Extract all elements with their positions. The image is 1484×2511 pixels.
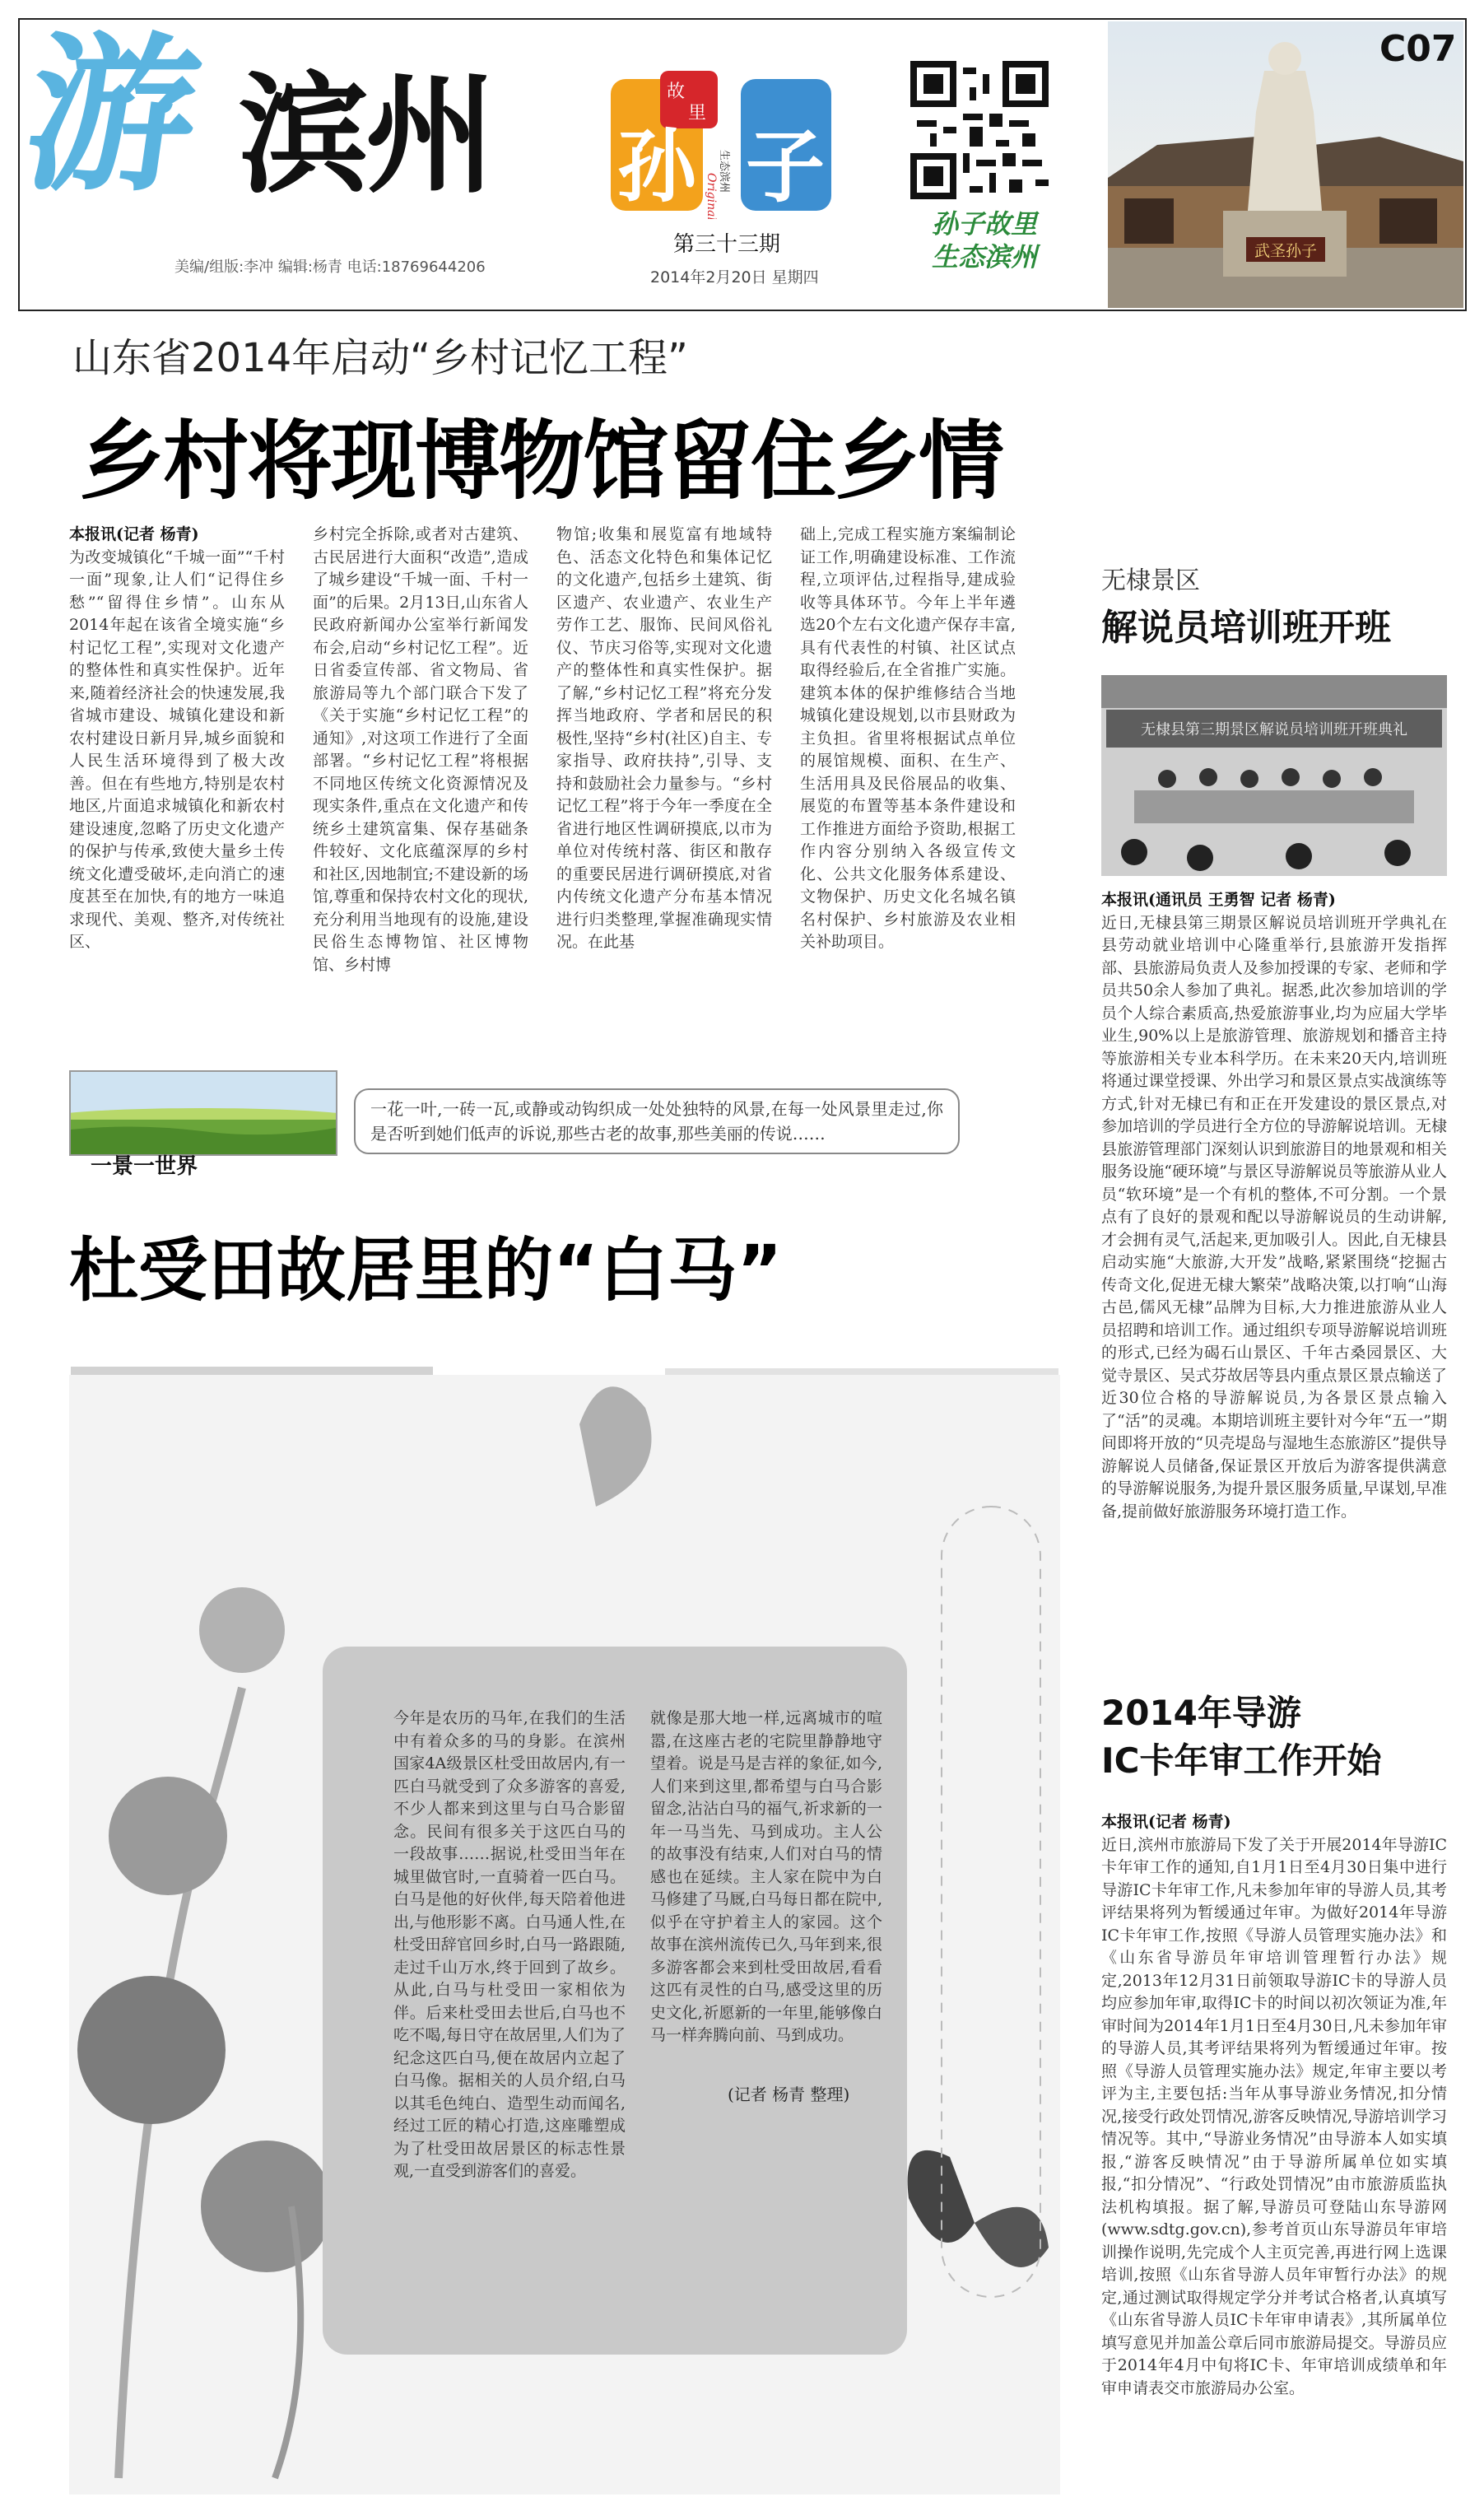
lead-column-2 xyxy=(313,524,528,1008)
side2-headline xyxy=(1101,1689,1381,1785)
section-title-char: 游 xyxy=(14,16,204,214)
lead-column-3 xyxy=(556,524,772,1008)
lead-col4-text: 础上,完成工程实施方案编制论证工作,明确建设标准、工作流程,立项评估,过程指导,建成验收等具体环节。今年上半年遴选20个左右文化遗产保存丰富,具有代表性的村镇、社区试点取得经验后,在全省推广实施。建筑本体的保护维修结合当地城镇化建设规划,以市县财政为主负担。省里将根据试点单位的展馆规模、面积、在生产、生活用具及民俗展品的收集、展览的布置等基本条件建设和工作推进方面给予资助,根据工作内容分别纳入各级宣传文化、公共文化服务体系建设、文物保护、历史文化名城名镇名村保护、乡村旅游及农业相关补助项目。 xyxy=(800,525,1016,951)
side1-kicker: 无棣景区 xyxy=(1101,566,1200,595)
story-credit: (记者 杨青 整理) xyxy=(728,2085,850,2104)
photo-banner-text: 无棣县第三期景区解说员培训班开班典礼 xyxy=(1141,721,1407,738)
logo-char-sun: 孙 xyxy=(617,121,696,213)
statue-plaque: 武圣孙子 xyxy=(1254,242,1318,260)
slogan xyxy=(902,207,1067,273)
logo-char-zi: 子 xyxy=(746,121,825,213)
lead-byline: 本报讯(记者 杨青) xyxy=(69,525,199,543)
lead-column-4 xyxy=(800,524,1016,1008)
decor-flower-2 xyxy=(77,1976,226,2124)
story-column-1 xyxy=(393,1707,626,2333)
scenery-banner xyxy=(69,1070,337,1156)
decor-flower-1 xyxy=(109,1777,227,1895)
side2-body xyxy=(1101,1811,1447,2499)
side2-text: 近日,滨州市旅游局下发了关于开展2014年导游IC卡年审工作的通知,自1月1日至4月30日集中进行导游IC卡年审工作,凡未参加年审的导游人员,其考评结果将列为暂缓通过年审。为做好2014年导游IC卡年审工作,按照《导游人员管理实施办法》和《山东省导游员年审培训管理暂行办法》规定,2013年12月31日前领取导游IC卡的导游人员均应参加年审,取得IC卡的时间以初次领证为准,年审时间为2014年1月1日至4月30日,凡未参加年审的导游人员,其考评结果将列为暂缓通过年审。按照《导游人员管理实施办法》规定,年审主要以考评为主,主要包括:当年从事导游业务情况,扣分情况,接受行政处罚情况,游客反映情况,导游培训学习情况等。其中,“导游业务情况”由导游本人如实填报,“游客反映情况”由于导游所属单位如实填报,“扣分情况”、“行政处罚情况”由市旅游质监执法机构填报。据了解,导游员可登陆山东导游网(www.sdtg.gov.cn),参考首页山东导游员年审培训操作说明,先完成个人主页完善,再进行网上选课培训,按照《山东省导游人员年审暂行办法》的规定,通过测试取得规定学分并考试合格者,认真填写《山东省导游人员IC卡年审申请表》,其所属单位填写意见并加盖公章后同市旅游局提交。导游员应于2014年4月中旬将IC卡、年审培训成绩单和年审申请表交市旅游局办公室。 xyxy=(1101,1835,1447,2397)
lead-column-1 xyxy=(69,524,285,1008)
sunzi-hometown-logo xyxy=(611,71,833,219)
issue-number: 第三十三期 xyxy=(673,232,781,257)
lead-kicker: 山东省2014年启动“乡村记忆工程” xyxy=(72,335,688,381)
lead-col3-text: 物馆;收集和展览富有地域特色、活态文化特色和集体记忆的文化遗产,包括乡土建筑、街区遗产、农业遗产、农业生产劳作工艺、服饰、民间风俗礼仪、节庆习俗等,实现对文化遗产的整体性和真实性保护。据了解,“乡村记忆工程”将充分发挥当地政府、学者和居民的积极性,坚持“乡村(社区)自主、专家指导、政府扶持”,引导、支持和鼓励社会力量参与。“乡村记忆工程”将于今年一季度在全省进行地区性调研摸底,以市为单位对传统村落、街区和散存的重要民居进行调研摸底,对省内传统文化遗产分布基本情况进行归类整理,掌握准确现实情况。在此基 xyxy=(556,525,772,951)
lead-col1-text: 为改变城镇化“千城一面”“千村一面”现象,让人们“记得住乡愁”“留得住乡情”。山东从2014年起在该省全境实施“乡村记忆工程”,实现对文化遗产的整体性和真实性保护。近年来,随着经济社会的快速发展,我省城市建设、城镇化建设和新农村建设日新月异,城乡面貌和人民生活环境得到了极大改善。但在有些地方,特别是农村地区,片面追求城镇化和新农村建设速度,忽略了历史文化遗产的保护与传承,致使大量乡土传统文化遭受破坏,走向消亡的速度甚至在加快,有的地方一味追求现代、美观、整齐,对传统社区、 xyxy=(69,547,285,951)
side2-headline-line-2: IC卡年审工作开始 xyxy=(1101,1740,1382,1781)
logo-small-1b: 里 xyxy=(688,103,707,123)
side1-body xyxy=(1101,889,1447,1670)
lead-headline: 乡村将现博物馆留住乡情 xyxy=(79,411,1003,511)
logo-small-1: 故 xyxy=(667,82,686,102)
decor-butterfly-1 xyxy=(579,1386,652,1507)
city-title: 滨州 xyxy=(239,60,492,212)
slogan-line-1: 孙子故里 xyxy=(931,208,1037,240)
scenery-label: 一景一世界 xyxy=(91,1154,198,1179)
story-column-2 xyxy=(650,1707,882,2070)
qr-code[interactable] xyxy=(910,61,1049,199)
side1-byline: 本报讯(通讯员 王勇智 记者 杨青) xyxy=(1101,891,1336,909)
story-col1-text: 今年是农历的马年,在我们的生活中有着众多的马的身影。在滨州国家4A级景区杜受田故居内,有一匹白马就受到了众多游客的喜爱,不少人都来到这里与白马合影留念。民间有很多关于这匹白马的一段故事……据说,杜受田当年在城里做官时,一直骑着一匹白马。白马是他的好伙伴,每天陪着他进出,与他形影不离。白马通人性,在杜受田辞官回乡时,白马一路跟随,走过千山万水,终于回到了故乡。从此,白马与杜受田一家相依为伴。后来杜受田去世后,白马也不吃不喝,每日守在故居里,人们为了纪念这匹白马,便在故居内立起了白马像。据相关的人员介绍,白马以其毛色纯白、造型生动而闻名,经过工匠的精心打造,这座雕塑成为了杜受田故居景区的标志性景观,一直受到游客们的喜爱。 xyxy=(393,1709,626,2180)
editor-credits: 美编/组版:李冲 编辑:杨青 电话:18769644206 xyxy=(174,259,486,276)
story-col2-text: 就像是那大地一样,远离城市的喧嚣,在这座古老的宅院里静静地守望着。说是马是吉祥的象征,如今,人们来到这里,都希望与白马合影留念,沾沾白马的福气,祈求新的一年一马当先、马到成功。主人公的故事没有结束,人们对白马的情感也在延续。主人家在院中为白马修建了马厩,白马每日都在院中,似乎在守护着主人的家园。这个故事在滨州流传已久,马年到来,很多游客都会来到杜受田故居,看看这匹有灵性的白马,感受这里的历史文化,祈愿新的一年里,能够像白马一样奔腾向前、马到成功。 xyxy=(650,1709,882,2044)
side1-headline: 解说员培训班开班 xyxy=(1101,607,1391,649)
logo-graphic xyxy=(611,71,833,219)
logo-small-2: 生态滨州 xyxy=(718,150,730,193)
lead-col2-text: 乡村完全拆除,或者对古建筑、古民居进行大面积“改造”,造成了城乡建设“千城一面、千村一面”的后果。2月13日,山东省人民政府新闻办公室举行新闻发布会,启动“乡村记忆工程”。近日省委宣传部、省文物局、省旅游局等九个部门联合下发了《关于实施“乡村记忆工程”的通知》,对这项工作进行了全面部署。“乡村记忆工程”将根据不同地区传统文化资源情况及现实条件,重点在文化遗产和传统乡土建筑富集、保存基础条件较好、文化底蕴深厚的乡村和社区,因地制宜;不建设新的场馆,尊重和保持农村文化的现状,充分利用当地现有的设施,建设民俗生态博物馆、社区博物馆、乡村博 xyxy=(313,525,528,974)
training-photo xyxy=(1101,675,1447,876)
logo-en: Original xyxy=(705,173,718,219)
side2-headline-line-1: 2014年导游 xyxy=(1101,1693,1301,1733)
publish-date: 2014年2月20日 星期四 xyxy=(650,268,819,287)
side1-text: 近日,无棣县第三期景区解说员培训班开学典礼在县劳动就业培训中心隆重举行,县旅游开发指挥部、县旅游局负责人及参加授课的专家、老师和学员共50余人参加了典礼。据悉,此次参加培训的学员个人综合素质高,热爱旅游事业,均为应届大学毕业生,90%以上是旅游管理、旅游规划和播音主持等旅游相关专业本科学历。在未来20天内,培训班将通过课堂授课、外出学习和景区景点实战演练等方式,针对无棣已有和正在开发建设的景区景点,对参加培训的学员进行全方位的导游解说培训。无棣县旅游管理部门深刻认识到旅游目的地景观和相关服务设施“硬环境”与景区导游解说员等旅游从业人员“软环境”是一个有机的整体,不可分割。一个景点有了良好的景观和配以导游解说员的生动讲解,才会拥有灵气,活起来,更加吸引人。因此,自无棣县启动实施“大旅游,大开发”战略,紧紧围绕“挖掘古传奇文化,促进无棣大繁荣”战略决策,以打响“山海古邑,儒风无棣”品牌为目标,大力推进旅游从业人员招聘和培训工作。通过组织专项导游解说培训班的形式,已经为碣石山景区、千年古桑园景区、大觉寺景区、吴式芬故居等县内重点景区景点输送了近30位合格的导游解说员,为各景区景点输入了“活”的灵魂。本期培训班主要针对今年“五一”期间即将开放的“贝壳堤岛与湿地生态旅游区”提供导游解说人员储备,保证景区开放后为游客提供满意的导游解说服务,为提升景区服务质量,早谋划,早准备,提前做好旅游服务环境打造工作。 xyxy=(1101,913,1447,1521)
feature-headline: 杜受田故居里的“白马” xyxy=(69,1230,783,1311)
slogan-line-2: 生态滨州 xyxy=(931,241,1037,273)
side2-byline: 本报讯(记者 杨青) xyxy=(1101,1813,1231,1831)
page-number: C07 xyxy=(1379,28,1457,70)
feature-quote: 一花一叶,一砖一瓦,或静或动钩织成一处处独特的风景,在每一处风景里走过,你是否听到她们低声的诉说,那些古老的故事,那些美丽的传说…… xyxy=(354,1088,960,1154)
